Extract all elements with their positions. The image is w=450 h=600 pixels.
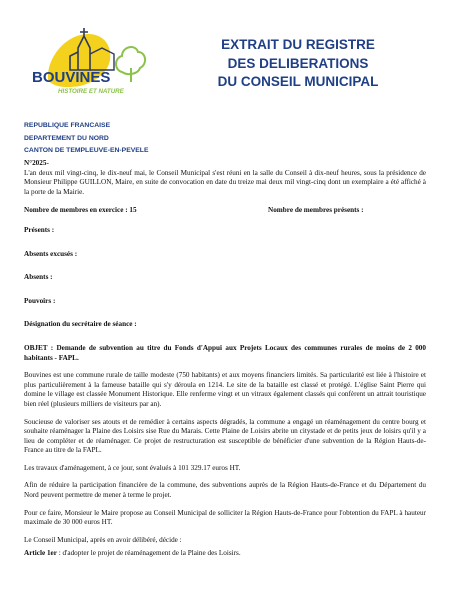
- objet-heading: OBJET : Demande de subvention au titre du Fonds d'Appui aux Projets Locaux des communes rurales de moins de 2 000 habitants - FAPL.: [24, 343, 426, 362]
- republic-line: REPUBLIQUE FRANCAISE: [24, 122, 111, 129]
- members-in-exercise: Nombre de membres en exercice : 15: [24, 206, 137, 215]
- logo-name: BOUVINES: [32, 69, 111, 86]
- paragraph-4: Afin de réduire la participation financière de la commune, des subventions auprès de la Région Hauts-de-France et du Département du Nord peuvent permettre de mener à terme le projet.: [24, 481, 426, 500]
- article-1-label: Article 1er: [24, 549, 57, 558]
- canton-line: CANTON DE TEMPLEUVE-EN-PEVELE: [24, 147, 149, 154]
- members-present: Nombre de membres présents :: [268, 206, 364, 215]
- paragraph-6: Le Conseil Municipal, après en avoir délibéré, décide :: [24, 535, 182, 544]
- article-1: [24, 549, 426, 559]
- absents-field: Absents :: [24, 273, 53, 282]
- paragraph-1: Bouvines est une commune rurale de taille modeste (750 habitants) et aux moyens financiers limités. Sa particularité est liée à l'histoire et plus particulièrement à la fameuse bataille qui s'y déroula en 1214. Le site de la bataille est classé et protégé. L'église Saint Pierre qui domine le village est classée Monument Historique. Elle renferme vingt et un vitraux également classés qui confèrent un attrait touristique bien réel (plusieurs milliers de visiteurs par an).: [24, 371, 426, 408]
- title-line-2: DES DELIBERATIONS: [227, 55, 369, 71]
- secretary-field: Désignation du secrétaire de séance :: [24, 320, 137, 329]
- bouvines-logo: [18, 22, 168, 112]
- title-line-1: EXTRAIT DU REGISTRE: [221, 37, 375, 52]
- deliberation-number: N°2025-: [24, 159, 49, 167]
- paragraph-5: Pour ce faire, Monsieur le Maire propose au Conseil Municipal de solliciter la Région Hauts-de-France pour l'obtention du FAPL à hauteur maximale de 30 000 euros HT.: [24, 508, 426, 527]
- deliberation-body: [24, 159, 426, 559]
- title-line-3: DU CONSEIL MUNICIPAL: [217, 74, 379, 89]
- department-line: DEPARTEMENT DU NORD: [24, 134, 109, 142]
- intro-paragraph: L'an deux mil vingt-cinq, le dix-neuf mai, le Conseil Municipal s'est réuni en la salle du Conseil à dix-neuf heures, sous la présidence de Monsieur Philippe GUILLON, Maire, en suite de convocation en date du treize mai deux mil vingt-cinq dont un exemplaire a été affiché à la porte de la Mairie.: [24, 168, 426, 196]
- absents-excused-field: Absents excusés :: [24, 249, 78, 258]
- pouvoirs-field: Pouvoirs :: [24, 296, 56, 305]
- members-row: [24, 206, 426, 216]
- presents-field: Présents :: [24, 225, 55, 234]
- logo-tagline: HISTOIRE ET NATURE: [58, 88, 124, 95]
- article-1-text: : d'adopter le projet de réaménagement de la Plaine des Loisirs.: [56, 549, 241, 558]
- paragraph-3: Les travaux d'aménagement, à ce jour, sont évalués à 101 329.17 euros HT.: [24, 463, 241, 472]
- administrative-header: [24, 120, 149, 158]
- document-title: [168, 36, 428, 92]
- paragraph-2: Soucieuse de valoriser ses atouts et de remédier à certains aspects dégradés, la commune a engagé un réaménagement du centre bourg et souhaite réaménager la Plaine des Loisirs sise Rue du Marais. Cette Plaine de Loisirs abrite un citystade et de petits jeux de loisirs qu'il y a lieu de compléter et de réaménager. Ce projet de restructuration est susceptible de bénéficier d'une subvention de la Région Hauts-de-France au titre de la FAPL.: [24, 417, 426, 455]
